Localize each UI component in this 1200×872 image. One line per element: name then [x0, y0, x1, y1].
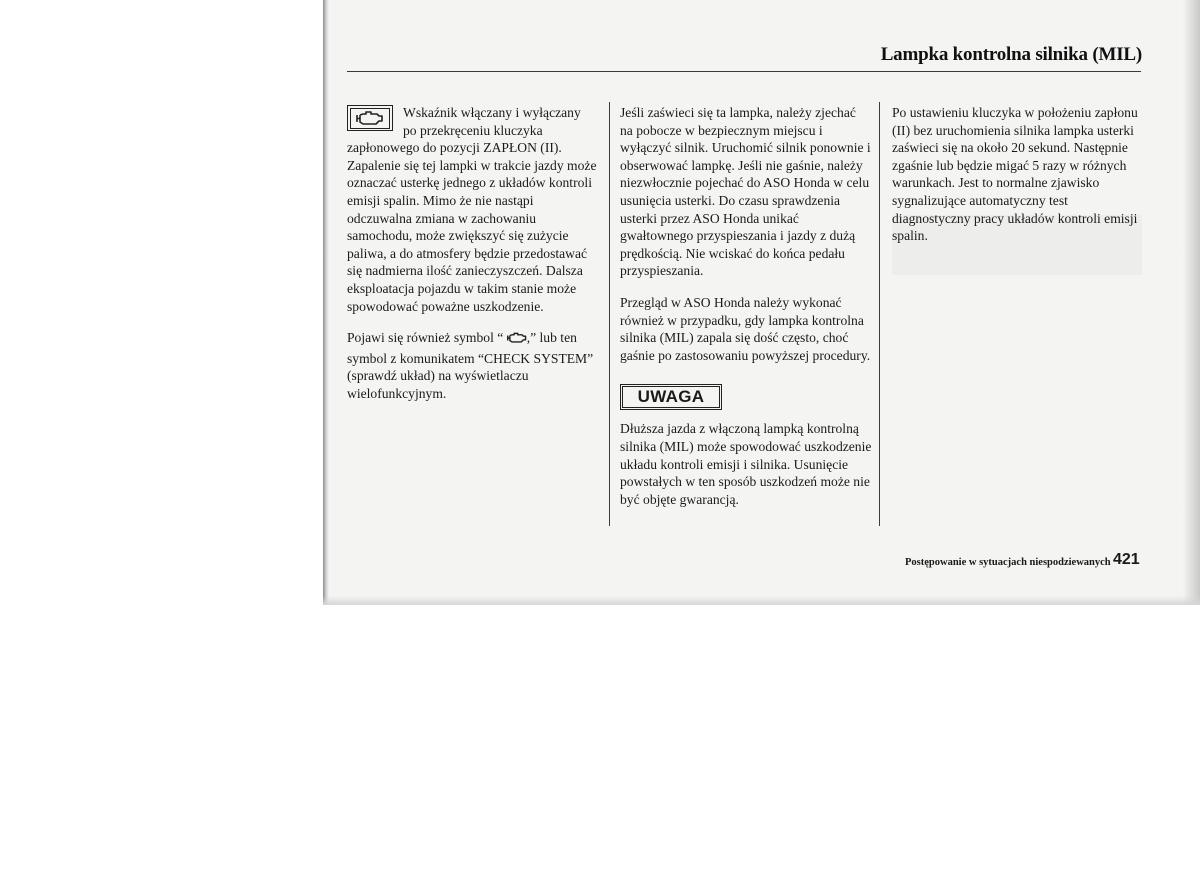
- paragraph: Przegląd w ASO Honda należy wykonać również w przypadku, gdy lampka kontrolna silnika (MIL) zapala się dość często, choć gaśnie po zastosowaniu powyższej procedury.: [620, 294, 871, 363]
- page-title: Lampka kontrolna silnika (MIL): [880, 44, 1142, 65]
- check-engine-icon: [507, 331, 527, 350]
- text-column-2: [620, 104, 872, 522]
- footer-section-name: Postępowanie w sytuacjach niespodziewanych: [905, 557, 1111, 568]
- paragraph: Po ustawieniu kluczyka w położeniu zapłonu (II) bez uruchomienia silnika lampka usterki zaświeci się na około 20 sekund. Następnie zgaśnie lub będzie migać 5 razy w różnych warunkach. Jest to normalne zjawisko sygnalizujące automatyczny test diagnostyczny pracy układów kontroli emisji spalin.: [892, 105, 1138, 244]
- paragraph: [347, 329, 597, 402]
- warning-label-box: [620, 384, 722, 410]
- paragraph-text: Wskaźnik włączany i wyłączany po przekręceniu kluczyka zapłonowego do pozycji ZAPŁON (II). Zapalenie się tej lampki w trakcie jazdy może oznaczać usterkę jednego z układów kontroli emisji spalin. Mimo że nie nastąpi odczuwalna zmiana w zachowaniu samochodu, może zwiększyć się zużycie paliwa, a do atmosfery będzie przedostawać się nadmierna ilość zanieczyszczeń. Dalsza eksploatacja pojazdu w takim stanie może spowodować poważne uszkodzenie.: [347, 105, 597, 314]
- page-edge-shadow: [1183, 0, 1200, 605]
- page-binding-shadow: [323, 0, 329, 605]
- text-column-1: [347, 104, 597, 417]
- header-divider: [347, 71, 1141, 72]
- paragraph-text: ,” lub ten symbol z komunikatem “CHECK SYSTEM” (sprawdź układ) na wyświetlaczu wielofunkcyjnym.: [347, 330, 594, 401]
- paragraph: Jeśli zaświeci się ta lampka, należy zjechać na pobocze w bezpiecznym miejscu i wyłączyć silnik. Uruchomić silnik ponownie i obserwować lampkę. Jeśli nie gaśnie, należy niezwłocznie pojechać do ASO Honda w celu usunięcia usterki. Do czasu sprawdzenia usterki przez ASO Honda unikać gwałtownego przyspieszania i jazdy z dużą prędkością. Nie wciskać do końca pedału przyspieszania.: [620, 105, 871, 279]
- column-divider: [609, 102, 610, 526]
- paragraph: [347, 104, 597, 315]
- paragraph: Dłuższa jazda z włączoną lampką kontrolną silnika (MIL) może spowodować uszkodzenie układu kontroli emisji i silnika. Usunięcie powstałych w ten sposób uszkodzeń może nie być objęte gwarancją.: [620, 421, 872, 507]
- warning-label: UWAGA: [622, 386, 720, 408]
- check-engine-icon: [347, 105, 393, 131]
- paragraph-text: Pojawi się również symbol “: [347, 330, 507, 346]
- text-column-3: [892, 104, 1142, 259]
- page-bottom-shadow: [323, 596, 1200, 605]
- page-number: 421: [1113, 551, 1140, 568]
- column-divider: [879, 102, 880, 526]
